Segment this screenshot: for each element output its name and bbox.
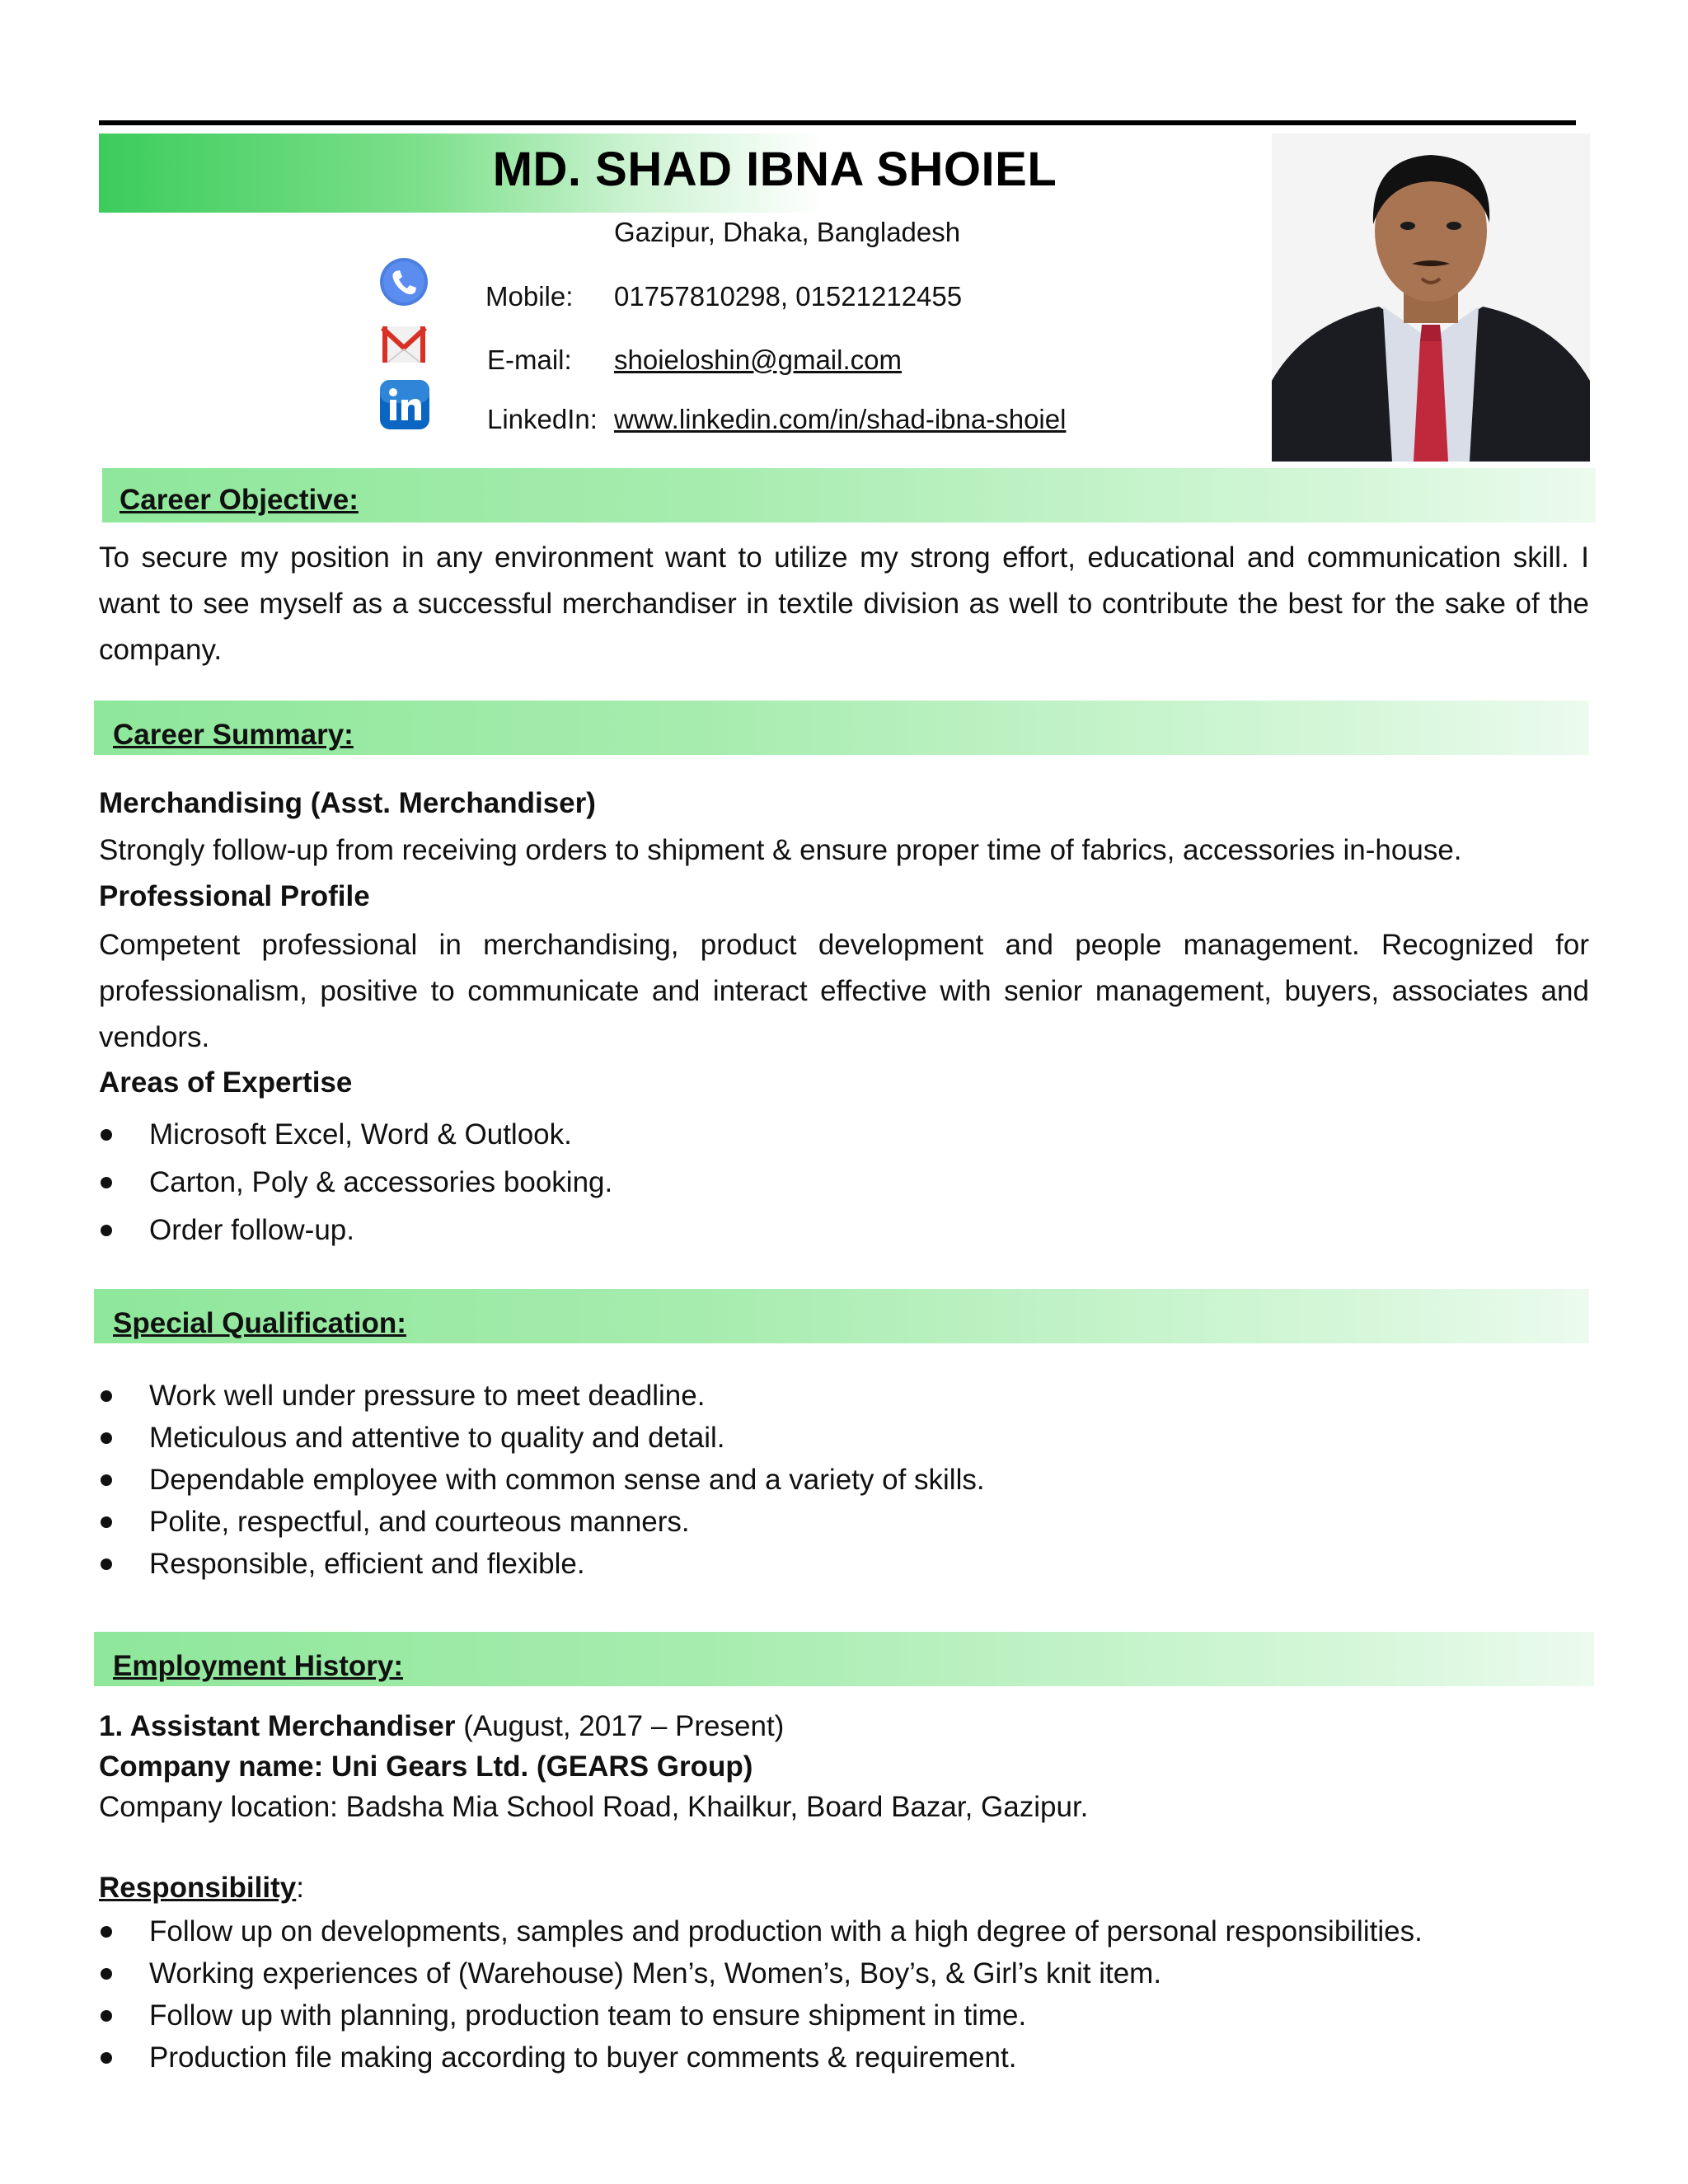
linkedin-link[interactable]: www.linkedin.com/in/shad-ibna-shoiel — [614, 404, 1067, 434]
professional-profile-text: Competent professional in merchandising, product development and people management. Recognized for professionalism, positive to communicate and interact effective with senior management, buyers, associates and vendors. — [99, 929, 1589, 1053]
mobile-label: Mobile: — [485, 281, 574, 312]
expertise-heading: Areas of Expertise — [99, 1066, 353, 1099]
list-item: Order follow-up. — [99, 1207, 612, 1254]
gmail-icon — [379, 321, 429, 368]
career-summary-title: Career Summary: — [113, 719, 354, 751]
responsibility-heading-line — [99, 1872, 304, 1905]
email-link[interactable]: shoieloshin@gmail.com — [614, 344, 902, 375]
company-name: Company name: Uni Gears Ltd. (GEARS Group) — [99, 1750, 753, 1783]
list-item: Dependable employee with common sense and a variety of skills. — [99, 1459, 985, 1501]
responsibility-list — [99, 1910, 1423, 2079]
profile-photo — [1272, 134, 1590, 462]
list-item: Polite, respectful, and courteous manners. — [99, 1501, 985, 1543]
list-item: Follow up on developments, samples and production with a high degree of personal responsibilities. — [99, 1910, 1423, 1952]
linkedin-label: LinkedIn: — [487, 404, 598, 434]
list-item: Meticulous and attentive to quality and detail. — [99, 1417, 985, 1459]
merchandising-text: Strongly follow-up from receiving orders to shipment & ensure proper time of fabrics, accessories in-house. — [99, 834, 1462, 866]
expertise-list — [99, 1111, 612, 1254]
top-rule — [99, 120, 1576, 125]
responsibility-heading: Responsibility — [99, 1872, 297, 1904]
career-objective-title: Career Objective: — [120, 484, 359, 516]
candidate-name: MD. SHAD IBNA SHOIEL — [492, 143, 1057, 196]
linkedin-icon — [379, 379, 430, 430]
email-label: E-mail: — [487, 344, 572, 375]
special-qualification-title: Special Qualification: — [113, 1307, 406, 1339]
mobile-number: 01757810298, 01521212455 — [614, 281, 963, 312]
merchandising-heading: Merchandising (Asst. Merchandiser) — [99, 787, 596, 819]
address: Gazipur, Dhaka, Bangladesh — [614, 217, 961, 247]
career-objective-text: To secure my position in any environment want to utilize my strong effort, educational and communication skill. I want to see myself as a successful merchandiser in textile division as well to contribute the best for the sake of the company. — [99, 541, 1589, 666]
job-period: (August, 2017 – Present) — [455, 1710, 785, 1742]
professional-profile-heading: Professional Profile — [99, 880, 370, 912]
job-title-line — [99, 1710, 784, 1743]
company-location: Company location: Badsha Mia School Road, Khailkur, Board Bazar, Gazipur. — [99, 1791, 1089, 1823]
responsibility-colon: : — [296, 1872, 304, 1904]
employment-history-title: Employment History: — [113, 1650, 403, 1682]
qualification-list — [99, 1375, 985, 1585]
list-item: Working experiences of (Warehouse) Men’s, Women’s, Boy’s, & Girl’s knit item. — [99, 1952, 1423, 1994]
list-item: Follow up with planning, production team to ensure shipment in time. — [99, 1994, 1423, 2036]
list-item: Responsible, efficient and flexible. — [99, 1543, 985, 1585]
list-item: Carton, Poly & accessories booking. — [99, 1159, 612, 1207]
list-item: Work well under pressure to meet deadline. — [99, 1375, 985, 1417]
phone-icon — [379, 257, 429, 307]
list-item: Microsoft Excel, Word & Outlook. — [99, 1111, 612, 1159]
list-item: Production file making according to buyer comments & requirement. — [99, 2036, 1423, 2079]
job-title: 1. Assistant Merchandiser — [99, 1710, 456, 1742]
